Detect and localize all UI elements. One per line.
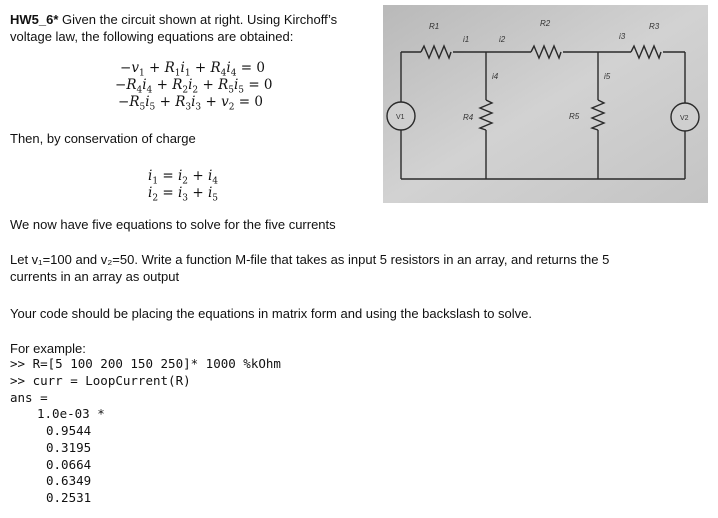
label-r2: R2 (540, 19, 551, 28)
kvl-equation-3: $-R_5i_5 + R_3i_3 + v_2 = 0$ (118, 94, 263, 113)
charge-equation-1: $i_1 = i_2 + i_4$ (148, 168, 218, 187)
label-i1: i1 (463, 35, 470, 44)
task-text: Let v₁=100 and v₂=50. Write a function M-file that takes as input 5 resistors in an array, and returns the 5 currents in an array as output (10, 252, 610, 284)
label-i4: i4 (492, 72, 499, 81)
problem-id: HW5_6* (10, 12, 59, 27)
label-i3: i3 (619, 32, 626, 41)
example-label: For example: (10, 341, 86, 356)
label-r3: R3 (649, 22, 660, 31)
code-value-3: 0.0664 (46, 457, 92, 472)
code-value-2: 0.3195 (46, 440, 92, 455)
code-value-5: 0.2531 (46, 490, 92, 505)
charge-text: Then, by conservation of charge (10, 131, 196, 146)
problem-intro-line2: voltage law, the following equations are obtained: (10, 29, 294, 44)
photo-background (383, 5, 708, 203)
problem-intro-line1: Given the circuit shown at right. Using Kirchoff’s (62, 12, 338, 27)
label-i2: i2 (499, 35, 506, 44)
label-v1: V1 (396, 114, 405, 121)
five-equations-text: We now have five equations to solve for the five currents (10, 217, 336, 232)
kvl-equation-1: $-v_1 + R_1i_1 + R_4i_4 = 0$ (120, 60, 265, 79)
label-i5: i5 (604, 72, 611, 81)
code-line-call: >> curr = LoopCurrent(R) (10, 373, 191, 388)
code-line-input: >> R=[5 100 200 150 250]* 1000 %kOhm (10, 356, 281, 371)
code-value-1: 0.9544 (46, 423, 92, 438)
kvl-equation-2: $-R_4i_4 + R_2i_2 + R_5i_5 = 0$ (115, 77, 273, 96)
problem-intro (10, 11, 337, 28)
label-r5: R5 (569, 112, 580, 121)
code-scale: 1.0e-03 * (37, 406, 105, 421)
charge-equation-2: $i_2 = i_3 + i_5$ (148, 185, 218, 204)
backslash-text: Your code should be placing the equations in matrix form and using the backslash to solve. (10, 306, 533, 321)
label-r1: R1 (429, 22, 440, 31)
code-value-4: 0.6349 (46, 473, 92, 488)
code-line-ans: ans = (10, 390, 48, 405)
circuit-diagram (383, 5, 708, 203)
label-r4: R4 (463, 113, 474, 122)
label-v2: V2 (680, 115, 689, 122)
